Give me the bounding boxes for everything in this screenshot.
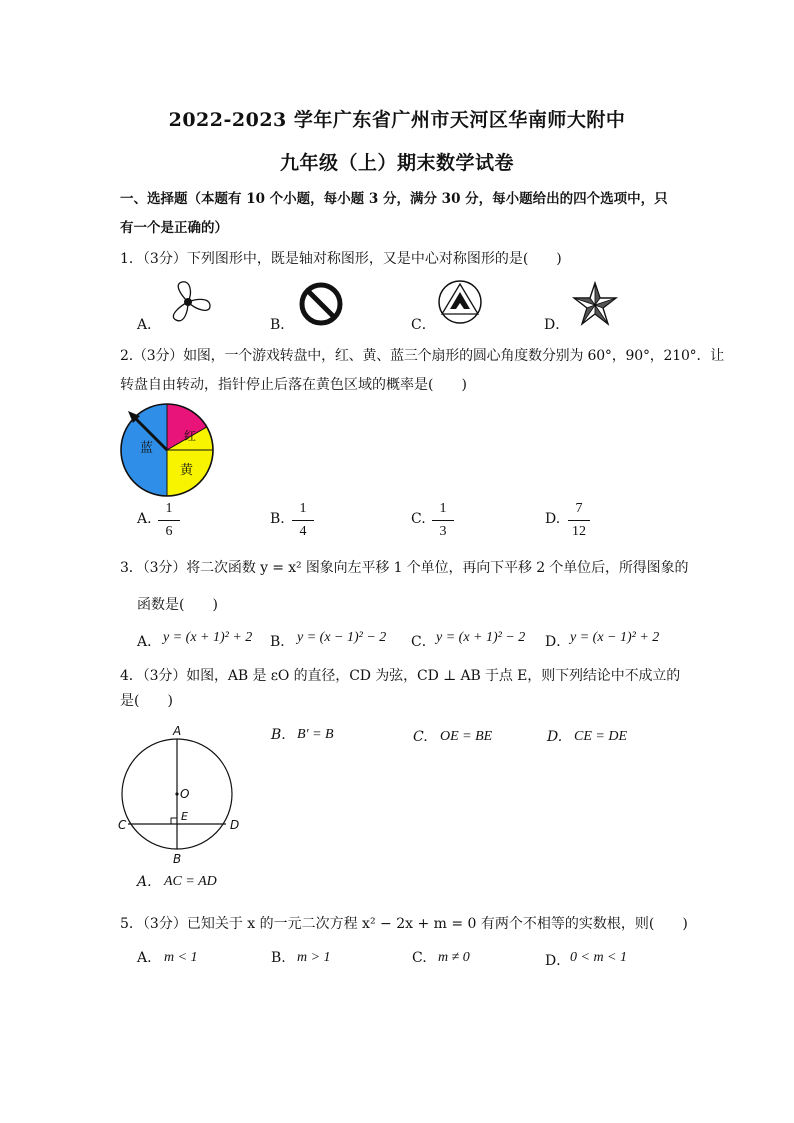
point-a-label: A — [173, 724, 182, 738]
circle-diameter-figure — [114, 722, 248, 868]
q3-option-a-label: A． — [137, 634, 162, 650]
q4-option-a-expr: AC = AD — [164, 874, 217, 889]
star-icon — [570, 280, 620, 328]
q2-option-a-label: A. — [137, 511, 152, 527]
q2-option-b-label: B. — [270, 511, 285, 527]
spinner-label-blue: 蓝 — [140, 441, 154, 456]
section-header-line1: 一、选择题（本题有 10 个小题，每小题 3 分，满分 30 分，每小题给出的四个选项中，只 — [120, 191, 668, 207]
q5-option-c-label: C. — [412, 950, 427, 966]
q4-option-c-label: C. — [413, 729, 428, 745]
q5-option-b-label: B. — [271, 950, 286, 966]
q4-option-c-expr: OE = BE — [440, 729, 493, 744]
q3-option-b-expr: y = (x − 1)² − 2 — [297, 630, 387, 645]
q5-option-a-expr: m < 1 — [164, 950, 198, 965]
question-1-stem: 1．（3分）下列图形中，既是轴对称图形，又是中心对称图形的是( ) — [120, 251, 562, 267]
spinner-label-red: 红 — [184, 429, 197, 443]
q5-option-d-label: D． — [545, 953, 571, 969]
q3-option-c-label: C． — [411, 634, 436, 650]
q2-option-d-label: D. — [545, 511, 561, 527]
exam-title-line1: 2022-2023 学年广东省广州市天河区华南师大附中 — [168, 109, 626, 131]
q4-option-b-label: B. — [271, 727, 286, 743]
q3-option-d-expr: y = (x − 1)² + 2 — [570, 630, 660, 645]
question-4-stem-line1: 4．（3分）如图，AB 是 εO 的直径，CD 为弦，CD ⊥ AB 于点 E，则下列结论中不成立的 — [120, 668, 681, 684]
q2-option-b-fraction: 1 4 — [292, 501, 314, 540]
q5-option-a-label: A. — [137, 950, 152, 966]
prohibition-sign-icon — [296, 280, 346, 328]
point-o-label: O — [180, 787, 190, 801]
q4-option-d-expr: CE = DE — [574, 729, 627, 744]
q3-option-b-label: B． — [270, 634, 295, 650]
q4-option-d-label: D. — [547, 729, 563, 745]
spinner-label-yellow: 黄 — [180, 463, 194, 478]
section-header-line2: 有一个是正确的） — [120, 220, 228, 236]
q2-option-c-fraction: 1 3 — [432, 501, 454, 540]
question-3-stem-line2: 函数是( ) — [137, 597, 218, 613]
question-5-stem: 5．（3分）已知关于 x 的一元二次方程 x² − 2x + m = 0 有两个不相等的实数根，则( ) — [120, 916, 688, 932]
point-e-label: E — [181, 810, 188, 823]
point-d-label: D — [230, 818, 240, 832]
spinner-figure — [118, 402, 218, 498]
circle-triangle-icon — [436, 278, 484, 326]
exam-title-line2: 九年级（上）期末数学试卷 — [279, 152, 514, 174]
q2-option-d-fraction: 7 12 — [568, 501, 590, 540]
question-3-stem-line1: 3．（3分）将二次函数 y = x² 图象向左平移 1 个单位，再向下平移 2 个单位后，所得图象的 — [120, 560, 689, 576]
q3-option-c-expr: y = (x + 1)² − 2 — [436, 630, 526, 645]
question-2-stem-line2: 转盘自由转动，指针停止后落在黄色区域的概率是( ) — [120, 377, 467, 393]
q1-option-d-label: D． — [544, 317, 570, 333]
q1-option-a-label: A． — [137, 317, 162, 333]
q1-option-b-label: B． — [270, 317, 295, 333]
q4-option-b-expr: B′ = B — [297, 727, 334, 742]
q5-option-b-expr: m > 1 — [297, 950, 331, 965]
q5-option-d-expr: 0 < m < 1 — [570, 950, 628, 965]
fan-icon — [160, 280, 216, 328]
q1-option-c-label: C． — [411, 317, 436, 333]
q2-option-a-fraction: 1 6 — [158, 501, 180, 540]
q3-option-d-label: D． — [545, 634, 571, 650]
q5-option-c-expr: m ≠ 0 — [438, 950, 470, 965]
q4-option-a-label: A. — [137, 874, 152, 890]
q2-option-c-label: C. — [411, 511, 426, 527]
point-c-label: C — [118, 818, 127, 832]
question-2-stem-line1: 2.（3分）如图，一个游戏转盘中，红、黄、蓝三个扇形的圆心角度数分别为 60°，90°，210°．让 — [120, 348, 725, 364]
question-4-stem-line2: 是( ) — [120, 693, 173, 709]
q3-option-a-expr: y = (x + 1)² + 2 — [163, 630, 253, 645]
point-b-label: B — [173, 852, 182, 866]
